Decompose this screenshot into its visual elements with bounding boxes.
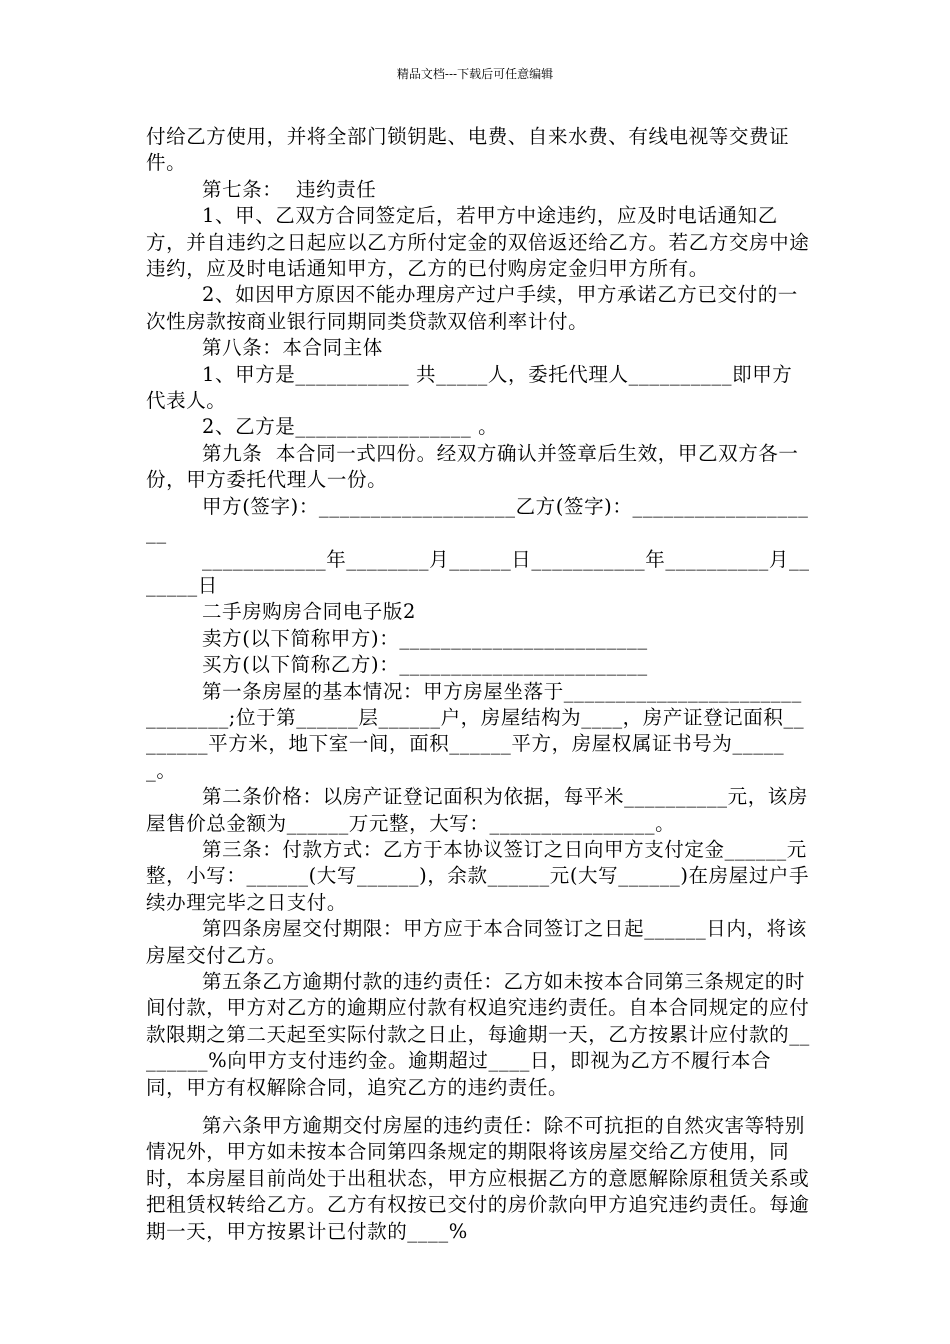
contract-paragraph: ____________年________月______日___________年__________月_______日: [146, 547, 810, 597]
contract-paragraph: 1、甲、乙双方合同签定后，若甲方中途违约，应及时电话通知乙方，并自违约之日起应以乙方所付定金的双倍返还给乙方。若乙方交房中途违约，应及时电话通知甲方，乙方的已付购房定金归甲方所有。: [146, 204, 810, 281]
contract-paragraph: 1、甲方是___________ 共_____人，委托代理人__________即甲方代表人。: [146, 362, 793, 413]
contract-paragraph: 第七条： 违约责任: [202, 177, 377, 201]
contract-paragraph: 2、乙方是_________________ 。: [202, 415, 499, 439]
contract-paragraph: 甲方(签字)：___________________乙方(签字)：___________________: [146, 494, 809, 545]
contract-paragraph: 卖方(以下简称甲方)：________________________: [202, 626, 648, 650]
contract-paragraph: 第五条乙方逾期付款的违约责任：乙方如未按本合同第三条规定的时间付款，甲方对乙方的逾期应付款有权追究违约责任。自本合同规定的应付款限期之第二天起至实际付款之日止，每逾期一天，乙方按累计应付款的________%向甲方支付违约金。逾期超过____日，即视为乙方不履行本合同，甲方有权解除合同，追究乙方的违约责任。: [146, 970, 810, 1099]
contract-paragraph: 第二条价格：以房产证登记面积为依据，每平米__________元，该房屋售价总金额为______万元整，大写：________________。: [146, 785, 809, 835]
contract-paragraph: 第八条：本合同主体: [202, 336, 383, 360]
document-body: [146, 124, 811, 1245]
contract-paragraph: 2、如因甲方原因不能办理房产过户手续，甲方承诺乙方已交付的一次性房款按商业银行同期同类贷款双倍利率计付。: [146, 283, 798, 333]
contract-paragraph: 第六条甲方逾期交付房屋的违约责任：除不可抗拒的自然灾害等特别情况外，甲方如未按本合同第四条规定的期限将该房屋交给乙方使用，同时，本房屋目前尚处于出租状态，甲方应根据乙方的意愿解除原租赁关系或把租赁权转给乙方。乙方有权按已交付的房价款向甲方追究违约责任。每逾期一天，甲方按累计已付款的____%: [146, 1114, 810, 1243]
page-header: [0, 66, 950, 82]
contract-paragraph: 买方(以下简称乙方)：________________________: [202, 653, 648, 677]
contract-paragraph: 第四条房屋交付期限：甲方应于本合同签订之日起______日内，将该房屋交付乙方。: [146, 917, 807, 967]
contract-paragraph: 第一条房屋的基本情况：甲方房屋坐落于_______________________________;位于第______层______户，房屋结构为____，房产证登记面积________平方米，地下室一间，面积______平方，房屋权属证书号为______。: [146, 679, 805, 782]
contract-paragraph: 第三条：付款方式：乙方于本协议签订之日向甲方支付定金______元整，小写：______(大写______)，余款______元(大写______)在房屋过户手续办理完毕之日支付。: [146, 837, 810, 914]
contract-paragraph: 第九条 本合同一式四份。经双方确认并签章后生效，甲乙双方各一份，甲方委托代理人一份。: [146, 441, 799, 492]
contract-paragraph: 付给乙方使用，并将全部门锁钥匙、电费、自来水费、有线电视等交费证件。: [146, 125, 790, 175]
contract-paragraph: 二手房购房合同电子版2: [202, 600, 417, 624]
header-text: 精品文档---下载后可任意编辑: [396, 67, 554, 81]
